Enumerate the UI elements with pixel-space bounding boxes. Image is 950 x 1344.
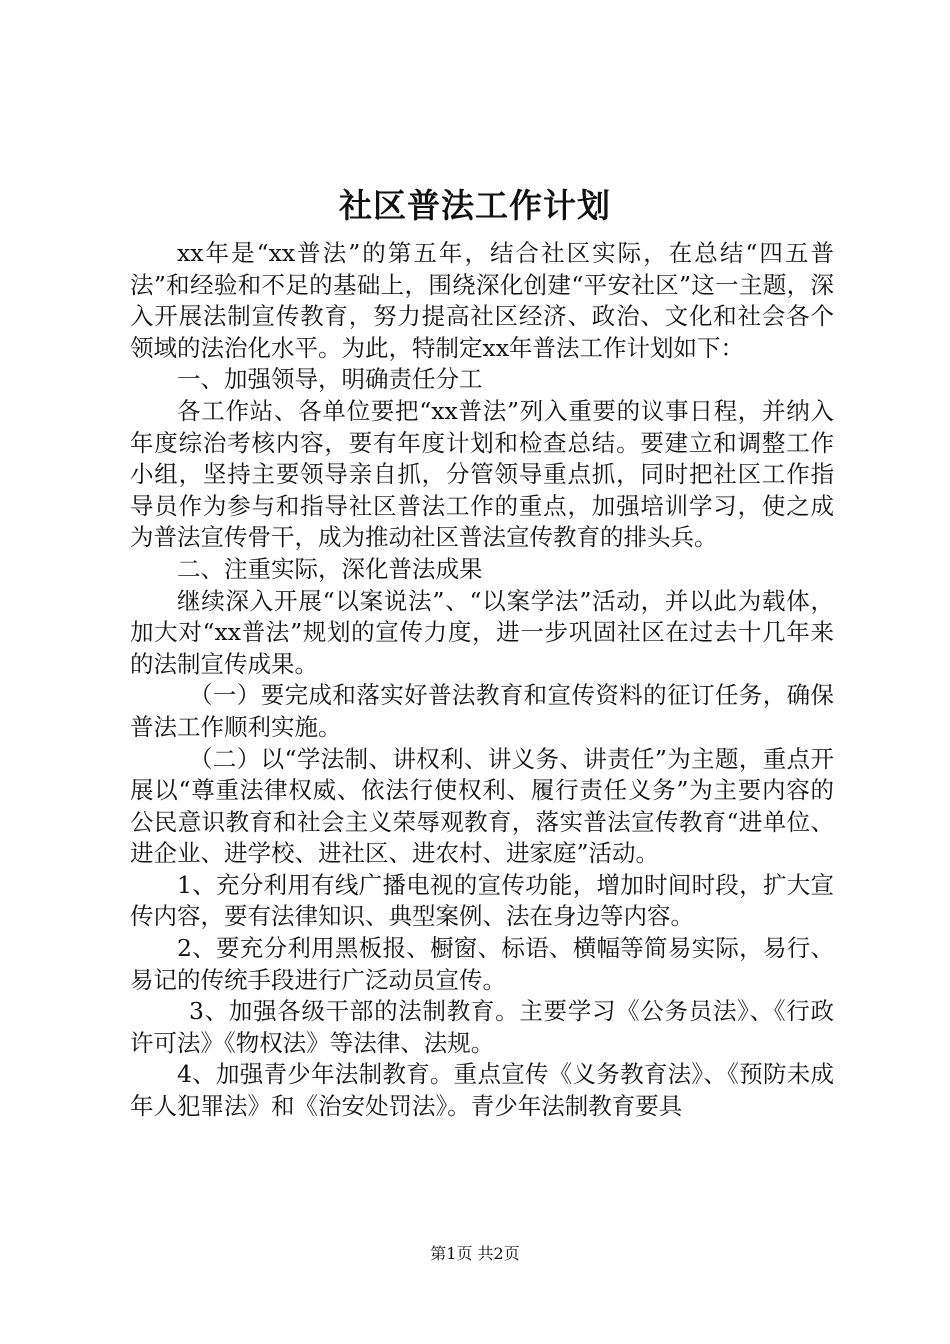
item-1-paragraph: 1、充分利用有线广播电视的宣传功能，增加时间时段，扩大宣传内容，要有法律知识、典型案例、法在身边等内容。 (130, 870, 834, 931)
item-2-paragraph: 2、要充分利用黑板报、橱窗、标语、横幅等简易实际，易行、易记的传统手段进行广泛动员宣传。 (130, 934, 834, 994)
section-2-paragraph: 继续深入开展“以案说法”、“以案学法”活动，并以此为载体，加大对“xx普法”规划的宣传力度，进一步巩固社区在过去十几年来的法制宣传成果。 (130, 586, 834, 678)
item-3-paragraph: 3、加强各级干部的法制教育。主要学习《公务员法》、《行政许可法》《物权法》等法律、法规。 (130, 997, 834, 1057)
subsection-1-paragraph: （一）要完成和落实好普法教育和宣传资料的征订任务，确保普法工作顺利实施。 (130, 681, 834, 741)
section-heading-2: 二、注重实际，深化普法成果 (177, 554, 483, 583)
document-body (130, 238, 834, 1123)
section-heading-1: 一、加强领导，明确责任分工 (177, 365, 483, 394)
subsection-2-paragraph: （二）以“学法制、讲权利、讲义务、讲责任”为主题，重点开展以“尊重法律权威、依法行使权利、履行责任义务”为主要内容的公民意识教育和社会主义荣辱观教育，落实普法宣传教育“进单位、进企业、进学校、进社区、进农村、进家庭”活动。 (130, 744, 834, 868)
document-title: 社区普法工作计划 (339, 186, 611, 225)
section-1-paragraph: 各工作站、各单位要把“xx普法”列入重要的议事日程，并纳入年度综治考核内容，要有年度计划和检查总结。要建立和调整工作小组，坚持主要领导亲自抓，分管领导重点抓，同时把社区工作指导员作为参与和指导社区普法工作的重点，加强培训学习，使之成为普法宣传骨干，成为推动社区普法宣传教育的排头兵。 (130, 396, 834, 552)
item-4-paragraph: 4、加强青少年法制教育。重点宣传《义务教育法》、《预防未成年人犯罪法》和《治安处罚法》。青少年法制教育要具 (130, 1060, 834, 1121)
intro-paragraph: xx年是“xx普法”的第五年，结合社区实际，在总结“四五普法”和经验和不足的基础上，围绕深化创建“平安社区”这一主题，深入开展法制宣传教育，努力提高社区经济、政治、文化和社会各个领域的法治化水平。为此，特制定xx年普法工作计划如下： (130, 239, 834, 362)
page-footer: 第1页 共2页 (430, 1244, 520, 1263)
